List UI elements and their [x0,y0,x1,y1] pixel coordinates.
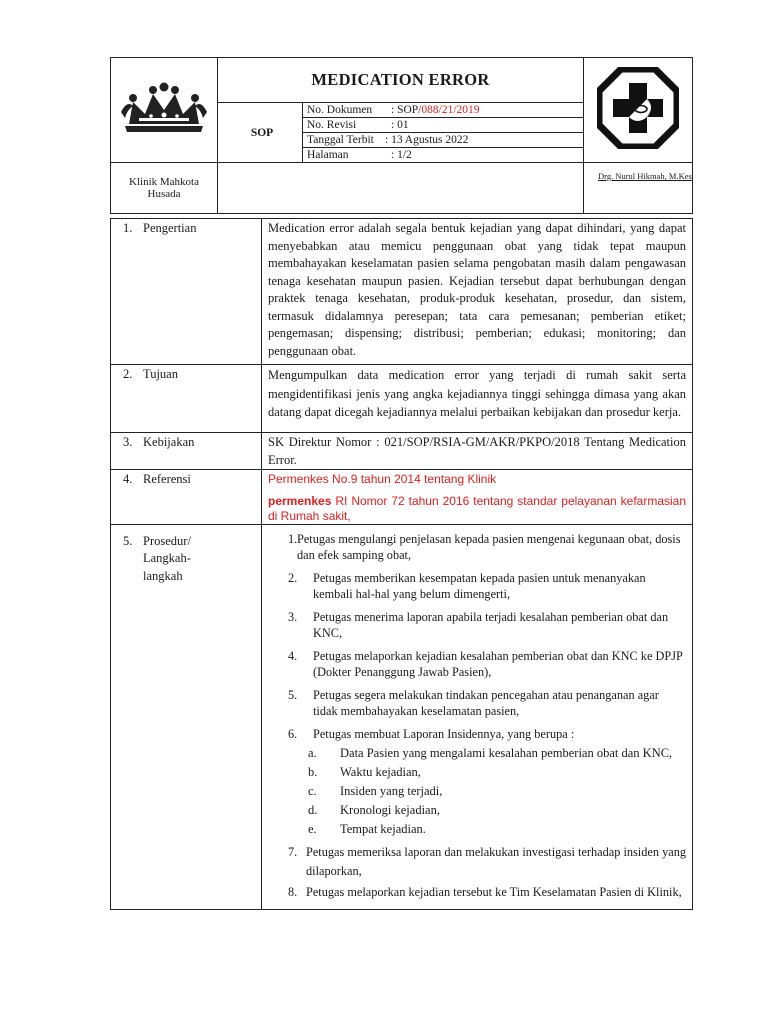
step-text: Petugas memberikan kesempatan kepada pasien untuk menanyakan kembali hal-hal yang belum dimengerti, [313,570,646,601]
section-title: Pengertian [143,221,197,235]
reference-2 [268,494,686,524]
section-tujuan [111,365,693,433]
reference-2-text: RI Nomor 72 tahun 2016 tentang standar pelayanan kefarmasian di Rumah sakit, [268,493,686,523]
health-cross-icon [597,67,679,149]
section-referensi [111,470,693,525]
step-text: Petugas melaporkan kejadian kesalahan pemberian obat dan KNC ke DPJP (Dokter Penanggung Jawab Pasien), [313,648,683,679]
section-content [262,524,693,909]
section-number: 4. [123,472,133,486]
issue-date [303,133,584,148]
sop-label: SOP [218,103,303,163]
health-logo-cell [584,58,693,163]
substep-text: Insiden yang terjadi, [340,783,443,798]
revision-label: No. Revisi [307,119,357,131]
step-number: 4. [288,648,298,663]
step-text: Petugas segera melakukan tindakan pencegahan atau penanganan agar tidak membahayakan keselamatan pasien, [313,687,659,718]
section-content: SK Direktur Nomor : 021/SOP/RSIA-GM/AKR/PKPO/2018 Tentang Medication Error. [262,433,693,470]
clinic-name-line2: Husada [147,188,181,200]
section-pengertian [111,219,693,365]
step-number: 5. [288,687,298,702]
reference-1: Permenkes No.9 tahun 2014 tentang Klinik [268,472,497,486]
section-title-line2: Langkah- [143,551,191,565]
doc-no-prefix: SOP/ [397,104,422,116]
procedure-step [268,843,686,881]
section-label [111,365,262,433]
clinic-name [111,163,218,214]
step-text: Petugas mengulangi penjelasan kepada pasien mengenai kegunaan obat, dosis dan efek samping obat, [297,531,681,562]
page-label: Halaman [307,149,349,161]
section-title-line3: langkah [143,568,183,583]
procedure-substep [268,746,686,761]
doc-no-red: 088/21/2019 [421,104,480,116]
step-number: 2. [288,570,298,585]
step-text: Petugas membuat Laporan Insidennya, yang berupa : [313,726,575,741]
doc-no-label: No. Dokumen [307,104,373,116]
section-label [111,219,262,365]
procedure-step [268,648,686,680]
procedure-substep [268,822,686,837]
blank-cell [218,163,584,214]
page-number [303,148,584,163]
substep-text: Data Pasien yang mengalami kesalahan pemberian obat dan KNC, [340,745,673,760]
section-label [111,524,262,909]
sop-body-table [110,218,693,910]
procedure-step [268,687,686,719]
document-number [303,103,584,118]
step-text: Petugas menerima laporan apabila terjadi kesalahan pemberian obat dan KNC, [313,609,669,640]
section-prosedur [111,524,693,909]
step-number: 1. [288,531,298,546]
step-number: 7. [288,844,298,859]
section-title: Kebijakan [143,435,195,449]
signatory-name: Drg. Nurul Hikmah, M.Kes [584,163,693,214]
procedure-step [268,726,686,742]
section-number: 5. [123,533,133,548]
step-number: 6. [288,726,298,741]
substep-letter: a. [308,745,317,760]
sop-header-table [110,57,693,214]
substep-letter: b. [308,764,318,779]
substep-text: Tempat kejadian. [340,821,426,836]
section-title: Tujuan [143,367,178,381]
substep-letter: d. [308,802,318,817]
step-text: Petugas melaporkan kejadian tersebut ke Tim Keselamatan Pasien di Klinik, [306,884,682,899]
section-number: 3. [123,435,133,449]
procedure-substep [268,803,686,818]
date-value: : 13 Agustus 2022 [385,134,469,146]
procedure-step [268,609,686,641]
section-kebijakan [111,433,693,470]
revision-number [303,118,584,133]
substep-text: Waktu kejadian, [340,764,421,779]
section-label [111,470,262,525]
clinic-logo-cell [111,58,218,163]
step-number: 8. [288,884,298,899]
procedure-step [268,570,686,602]
doc-no-sep: : [391,104,395,116]
crown-icon [119,82,209,134]
reference-2-bold: permenkes [268,493,332,508]
step-number: 3. [288,609,298,624]
substep-text: Kronologi kejadian, [340,802,440,817]
section-content [262,470,693,525]
step-text: Petugas memeriksa laporan dan melakukan investigasi terhadap insiden yang dilaporkan, [306,844,686,878]
section-content: Medication error adalah segala bentuk kejadian yang dapat dihindari, yang dapat menyebabkan atau memicu penggunaan obat yang tidak tepat maupun membahayakan keselamatan pasien selama pengobatan masih dalam pengawasan tenaga kesehatan maupun pasien. Kejadian tersebut dapat berhubungan dengan praktek tenaga kesehatan, produk-produk kesehatan, prosedur, dan sistem, termasuk didalamnya peresepan; tata cara pemesanan; pemberian etiket; pengemasan; dispensing; distribusi; pemberian; edukasi; monitoring; dan penggunaan obat. [262,219,693,365]
section-title: Referensi [143,472,191,486]
procedure-step [268,883,686,902]
section-number: 2. [123,367,133,381]
procedure-substep [268,765,686,780]
section-content: Mengumpulkan data medication error yang terjadi di rumah sakit serta mengidentifikasi jenis yang angka kejadiannya tinggi sehingga dimasa yang akan datang dapat dicegah kejadiannya melalui perbaikan kebijakan dan prosedur kerja. [262,365,693,433]
date-label: Tanggal Terbit [307,134,374,146]
revision-value: : 01 [391,119,409,131]
section-title-line1: Prosedur/ [143,533,191,548]
document-title: MEDICATION ERROR [218,58,584,103]
procedure-substep [268,784,686,799]
procedure-step [268,531,686,563]
substep-letter: c. [308,783,317,798]
section-number: 1. [123,221,133,235]
clinic-name-line1: Klinik Mahkota [129,176,199,188]
substep-letter: e. [308,821,317,836]
section-label [111,433,262,470]
page-value: : 1/2 [391,149,412,161]
